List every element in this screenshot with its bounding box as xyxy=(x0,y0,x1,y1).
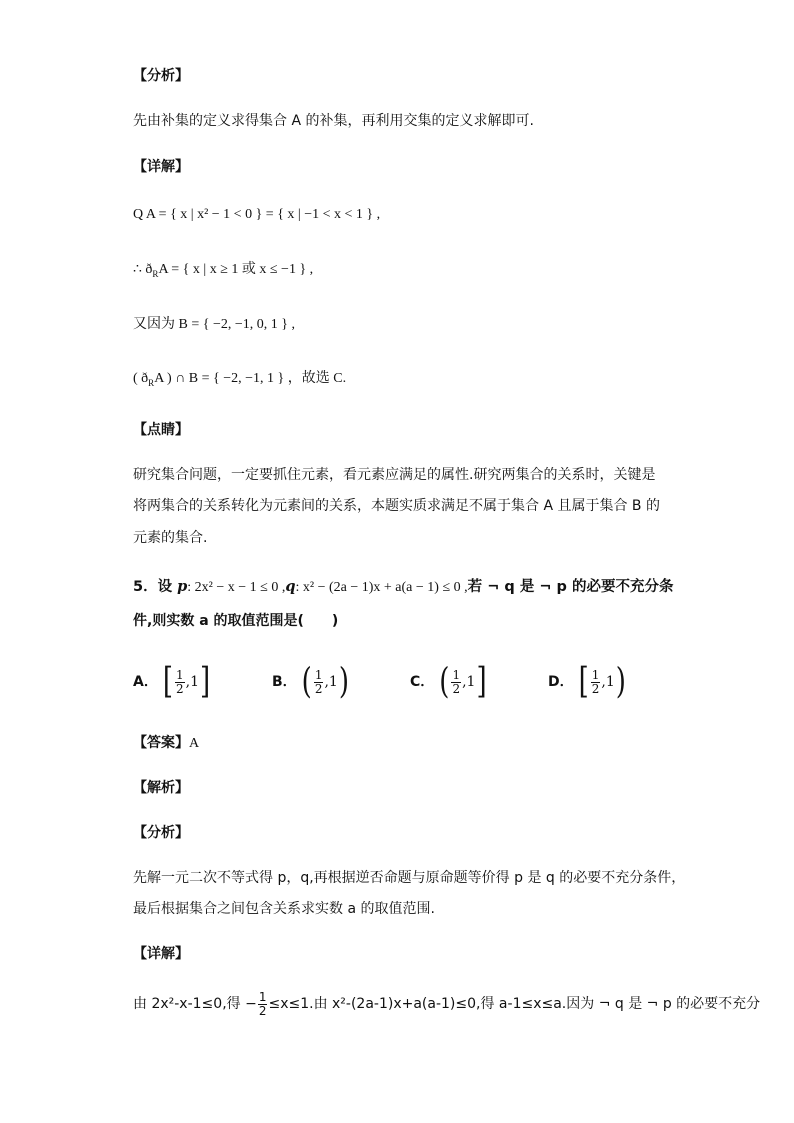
equation-set-b: 又因为 B = { −2, −1, 0, 1 } , xyxy=(133,317,295,332)
q5-detail-heading: 【详解】 xyxy=(133,946,189,962)
option-b-fraction-den: 2 xyxy=(314,681,323,696)
q5-detail-line xyxy=(133,986,760,1022)
option-c-fraction xyxy=(451,669,461,696)
option-a-fraction-num: 1 xyxy=(176,667,184,682)
option-b-fraction-num: 1 xyxy=(314,667,323,682)
option-a-fraction-den: 2 xyxy=(176,681,184,696)
equation-complement-prefix: ∴ ð xyxy=(133,262,153,277)
option-b[interactable] xyxy=(272,661,350,703)
option-a-right-bracket: ] xyxy=(200,661,211,703)
stem-q-expression: : x² − (2a − 1)x + a(a − 1) ≤ 0 , xyxy=(295,580,468,595)
option-d-fraction-num: 1 xyxy=(591,667,600,682)
answer-value: A xyxy=(189,736,200,751)
option-a-tail: ,1 xyxy=(185,674,199,690)
question-stem-line-2: 件,则实数 a 的取值范围是( ) xyxy=(133,613,339,629)
option-d-left-bracket: [ xyxy=(578,661,589,703)
stem-condition: 若 ¬ q 是 ¬ p 的必要不充分条 xyxy=(467,579,674,595)
option-d[interactable] xyxy=(548,661,627,703)
option-b-tail: ,1 xyxy=(324,674,338,690)
stem-p: p xyxy=(177,578,188,595)
equation-complement-sub: R xyxy=(152,269,159,279)
equation-intersection-open: ( ð xyxy=(133,371,149,386)
answer-heading: 【答案】 xyxy=(133,735,189,751)
option-b-fraction xyxy=(314,669,324,696)
comment-line-2: 将两集合的关系转化为元素间的关系，本题实质求满足不属于集合 A 且属于集合 B 的 xyxy=(133,498,660,514)
option-c-label: C． xyxy=(410,674,435,690)
option-a-label: A． xyxy=(133,674,158,690)
question-stem-line-1 xyxy=(133,577,674,598)
equation-intersection-sub: R xyxy=(148,378,155,388)
stem-q: q xyxy=(285,578,296,595)
comment-heading: 【点睛】 xyxy=(133,422,189,438)
analysis-text: 先由补集的定义求得集合 A 的补集，再利用交集的定义求解即可. xyxy=(133,113,534,129)
option-c-left-bracket: ( xyxy=(439,661,450,703)
option-c-fraction-den: 2 xyxy=(452,681,461,696)
question-number: 5．设 xyxy=(133,579,178,595)
option-b-left-bracket: ( xyxy=(301,661,312,703)
comment-line-3: 元素的集合. xyxy=(133,530,208,546)
option-d-tail: ,1 xyxy=(601,674,615,690)
solution-heading: 【解析】 xyxy=(133,780,189,796)
comment-line-1: 研究集合问题，一定要抓住元素，看元素应满足的属性.研究两集合的关系时，关键是 xyxy=(133,467,656,483)
option-a[interactable] xyxy=(133,661,211,703)
detail-heading: 【详解】 xyxy=(133,159,189,175)
option-b-label: B． xyxy=(272,674,297,690)
q5-detail-fraction-den: 2 xyxy=(258,1003,267,1018)
option-a-left-bracket: [ xyxy=(162,661,173,703)
option-d-right-bracket: ) xyxy=(615,661,626,703)
q5-detail-pre: 由 2x²-x-1≤0,得 − xyxy=(133,996,257,1012)
q5-detail-post: ≤x≤1.由 x²-(2a-1)x+a(a-1)≤0,得 a-1≤x≤a.因为 ¬ q 是 ¬ p 的必要不充分 xyxy=(268,996,761,1012)
option-a-fraction xyxy=(175,669,185,696)
q5-detail-fraction-num: 1 xyxy=(258,989,267,1004)
option-b-right-bracket: ) xyxy=(338,661,349,703)
answer-line xyxy=(133,733,199,754)
q5-analysis-line-1: 先解一元二次不等式得 p，q,再根据逆否命题与原命题等价得 p 是 q 的必要不充分条件， xyxy=(133,870,686,886)
option-d-fraction-den: 2 xyxy=(591,681,600,696)
q5-detail-fraction xyxy=(258,991,268,1018)
q5-analysis-line-2: 最后根据集合之间包含关系求实数 a 的取值范围. xyxy=(133,901,435,917)
q5-analysis-heading: 【分析】 xyxy=(133,825,189,841)
equation-complement-rest: A = { x | x ≥ 1 或 x ≤ −1 } , xyxy=(158,262,314,277)
stem-p-expression: : 2x² − x − 1 ≤ 0 , xyxy=(187,580,286,595)
equation-intersection xyxy=(133,369,346,393)
option-c-tail: ,1 xyxy=(462,674,476,690)
equation-intersection-rest: A ) ∩ B = { −2, −1, 1 } ，故选 C. xyxy=(154,371,347,386)
analysis-heading: 【分析】 xyxy=(133,68,189,84)
option-c-fraction-num: 1 xyxy=(452,667,461,682)
equation-set-a: Q A = { x | x² − 1 < 0 } = { x | −1 < x < 1 } , xyxy=(133,207,381,222)
option-c[interactable] xyxy=(410,661,488,703)
equation-complement-a xyxy=(133,260,313,284)
option-d-fraction xyxy=(591,669,601,696)
option-d-label: D． xyxy=(548,674,574,690)
option-c-right-bracket: ] xyxy=(476,661,487,703)
